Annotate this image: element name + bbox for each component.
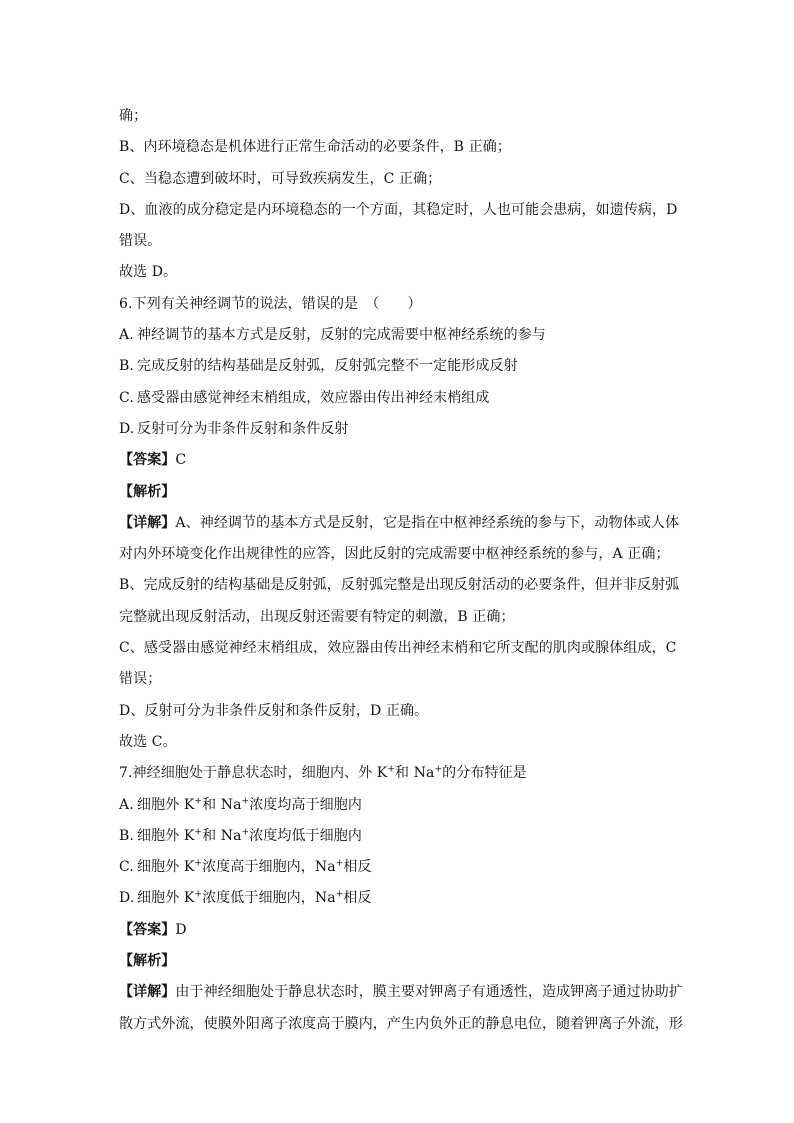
option-letter: C. (119, 389, 134, 406)
answer-value: D (175, 921, 187, 938)
answer-tag: 【答案】 (119, 921, 176, 938)
stem-part: 和 Na (395, 765, 435, 782)
text-line: B、内环境稳态是机体进行正常生命活动的必要条件，B 正确； (119, 139, 511, 156)
option-letter: B. (119, 358, 134, 375)
detail-text: A、神经调节的基本方式是反射，它是指在中枢神经系统的参与下，动物体或人体 (175, 514, 680, 531)
text-part: 细胞外 K (137, 827, 195, 844)
text-line: 故选 D。 (119, 264, 178, 281)
text-line: 确； (119, 108, 148, 124)
option-letter: D. (119, 890, 135, 907)
question-stem: 6.下列有关神经调节的说法，错误的是 （ ） (119, 295, 422, 312)
stem-part: 的分布特征是 (442, 765, 527, 782)
detail-line: 对内外环境变化作出规律性的应答，因此反射的完成需要中枢神经系统的参与，A 正确； (119, 546, 670, 563)
text-part: 和 Na (202, 796, 242, 813)
option-text: 神经调节的基本方式是反射，反射的完成需要中枢神经系统的参与 (137, 327, 546, 344)
text-line: D、血液的成分稳定是内环境稳态的一个方面，其稳定时，人也可能会患病，如遗传病，D (119, 201, 678, 218)
option-letter: B. (119, 827, 134, 844)
stem-part: 7.神经细胞处于静息状态时，细胞内、外 K (119, 765, 388, 782)
analysis-tag: 【解析】 (119, 953, 176, 970)
superscript-plus: + (335, 889, 344, 900)
text-line: C、当稳态遭到破坏时，可导致疾病发生，C 正确； (119, 170, 442, 187)
superscript-plus: + (194, 858, 203, 869)
detail-tag: 【详解】 (119, 984, 176, 1001)
text-part: 浓度低于细胞内，Na (202, 890, 336, 907)
detail-line (119, 508, 689, 539)
option-text: 反射可分为非条件反射和条件反射 (137, 420, 349, 437)
superscript-plus: + (194, 827, 203, 838)
superscript-plus: + (335, 858, 344, 869)
question-stem (119, 758, 689, 789)
detail-line: C、感受器由感觉神经末梢组成，效应器由传出神经末梢和它所支配的肌肉或腺体组成，C (119, 640, 677, 657)
option-a (119, 790, 689, 821)
detail-tag: 【详解】 (119, 514, 176, 531)
detail-line: 故选 C。 (119, 733, 177, 750)
text-part: 浓度均低于细胞内 (249, 827, 362, 844)
detail-line (119, 977, 689, 1008)
option-b (119, 821, 689, 852)
option-letter: A. (119, 796, 134, 813)
text-line: 错误。 (119, 233, 162, 250)
option-d (119, 883, 689, 914)
detail-line: B、完成反射的结构基础是反射弧，反射弧完整是出现反射活动的必要条件，但并非反射弧 (119, 577, 680, 594)
text-part: 相反 (343, 859, 372, 876)
answer-value: C (175, 452, 187, 469)
answer-line (119, 915, 689, 946)
answer-tag: 【答案】 (119, 452, 176, 469)
option-text (137, 852, 372, 883)
option-a (119, 320, 689, 351)
detail-line: 错误； (119, 671, 162, 688)
option-c (119, 852, 689, 883)
answer-line (119, 445, 689, 476)
detail-line: 散方式外流，使膜外阳离子浓度高于膜内，产生内负外正的静息电位，随着钾离子外流，形 (119, 1015, 683, 1032)
detail-line: 完整就出现反射活动，出现反射还需要有特定的刺激，B 正确； (119, 608, 515, 625)
superscript-plus: + (434, 764, 443, 775)
superscript-plus: + (194, 795, 203, 806)
option-d (119, 414, 689, 445)
option-text: 感受器由感觉神经末梢组成，效应器由传出神经末梢组成 (137, 389, 490, 406)
superscript-plus: + (387, 764, 396, 775)
detail-line: D、反射可分为非条件反射和条件反射，D 正确。 (119, 702, 429, 719)
option-c (119, 383, 689, 414)
superscript-plus: + (241, 795, 250, 806)
superscript-plus: + (241, 827, 250, 838)
option-b (119, 351, 689, 382)
option-text: 完成反射的结构基础是反射弧，反射弧完整不一定能形成反射 (137, 358, 518, 375)
option-letter: C. (119, 859, 134, 876)
option-text (137, 883, 372, 914)
option-letter: D. (119, 420, 135, 437)
option-text (137, 790, 362, 821)
text-part: 细胞外 K (137, 859, 195, 876)
analysis-tag: 【解析】 (119, 483, 176, 500)
text-part: 浓度均高于细胞内 (249, 796, 362, 813)
text-part: 和 Na (202, 827, 242, 844)
option-letter: A. (119, 327, 134, 344)
text-part: 细胞外 K (137, 796, 195, 813)
superscript-plus: + (194, 889, 203, 900)
option-text (137, 821, 362, 852)
text-part: 浓度高于细胞内，Na (202, 859, 336, 876)
detail-text: 由于神经细胞处于静息状态时，膜主要对钾离子有通透性，造成钾离子通过协助扩 (175, 984, 684, 1001)
text-part: 细胞外 K (137, 890, 195, 907)
text-part: 相反 (343, 890, 372, 907)
document-content (119, 101, 689, 1040)
